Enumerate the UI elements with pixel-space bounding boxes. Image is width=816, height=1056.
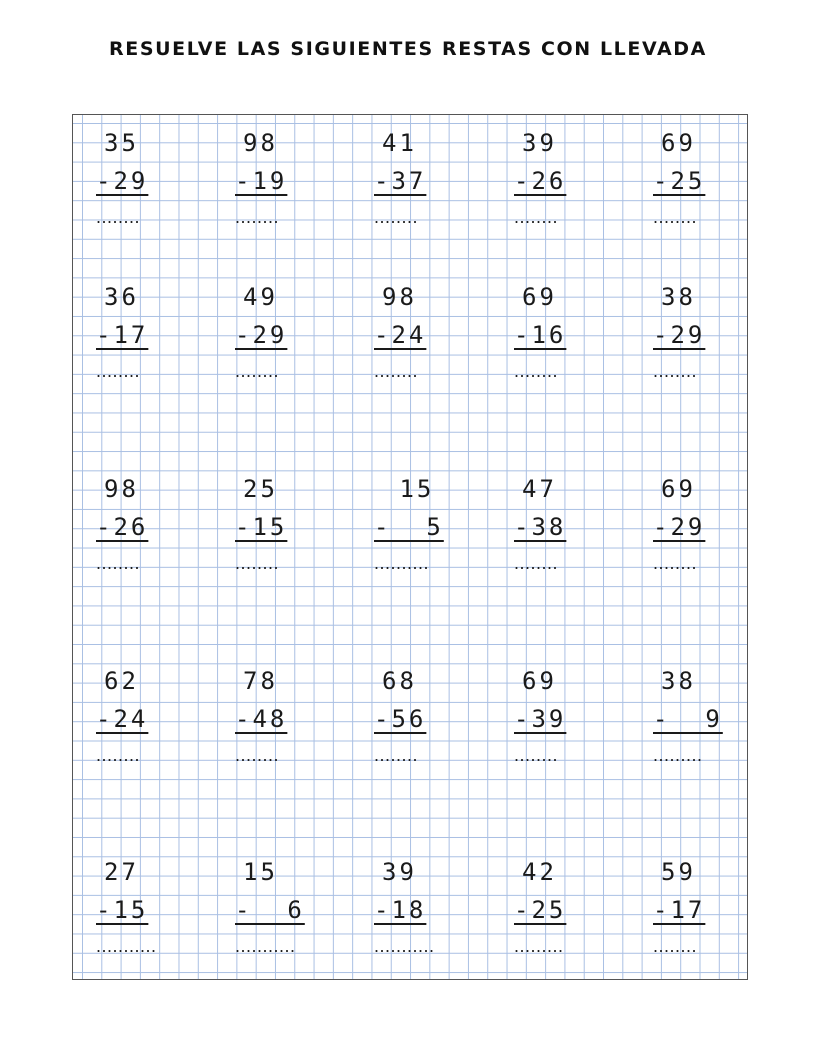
subtraction-problem <box>653 470 733 578</box>
subtraction-problem <box>514 662 594 770</box>
minuend: 41 <box>382 129 417 157</box>
subtraction-problem <box>235 470 315 578</box>
subtrahend: - 6 <box>235 896 305 924</box>
minuend: 39 <box>382 858 417 886</box>
minuend: 35 <box>104 129 139 157</box>
subtrahend: -56 <box>374 705 427 733</box>
subtrahend: -17 <box>96 321 149 349</box>
subtraction-problem <box>514 853 594 961</box>
subtrahend: -24 <box>96 705 149 733</box>
subtrahend: - 9 <box>653 705 723 733</box>
subtraction-problem <box>514 124 594 232</box>
subtrahend: -29 <box>96 167 149 195</box>
answer-blank[interactable]: ........ <box>514 553 559 573</box>
subtraction-problem <box>653 124 733 232</box>
answer-blank[interactable]: ........ <box>514 745 559 765</box>
answer-blank[interactable]: ........... <box>235 936 296 956</box>
answer-blank[interactable]: ........ <box>653 361 698 381</box>
subtraction-problem <box>374 124 454 232</box>
answer-blank[interactable]: ........ <box>96 553 141 573</box>
minuend: 49 <box>243 283 278 311</box>
minuend: 15 <box>243 858 278 886</box>
answer-blank[interactable]: ......... <box>514 936 564 956</box>
answer-blank[interactable]: ........... <box>96 936 157 956</box>
minuend: 98 <box>382 283 417 311</box>
minuend: 78 <box>243 667 278 695</box>
answer-blank[interactable]: ........ <box>96 361 141 381</box>
answer-blank[interactable]: ........ <box>374 745 419 765</box>
subtraction-problem <box>514 470 594 578</box>
subtraction-problem <box>514 278 594 386</box>
subtraction-problem <box>96 470 176 578</box>
subtrahend: -26 <box>96 513 149 541</box>
minuend: 62 <box>104 667 139 695</box>
subtrahend: -39 <box>514 705 567 733</box>
subtrahend: -24 <box>374 321 427 349</box>
answer-blank[interactable]: ........ <box>653 936 698 956</box>
subtrahend: -26 <box>514 167 567 195</box>
subtraction-problem <box>374 662 454 770</box>
minuend: 36 <box>104 283 139 311</box>
subtraction-problem <box>235 124 315 232</box>
subtrahend: -29 <box>653 513 706 541</box>
subtraction-problem <box>96 853 176 961</box>
minuend: 69 <box>522 667 557 695</box>
subtraction-problem <box>96 278 176 386</box>
minuend: 39 <box>522 129 557 157</box>
minuend: 47 <box>522 475 557 503</box>
minuend: 15 <box>382 475 435 503</box>
answer-blank[interactable]: ......... <box>653 745 703 765</box>
subtrahend: -15 <box>96 896 149 924</box>
answer-blank[interactable]: ........ <box>653 207 698 227</box>
answer-blank[interactable]: ........ <box>374 361 419 381</box>
subtrahend: -16 <box>514 321 567 349</box>
subtrahend: -29 <box>653 321 706 349</box>
minuend: 98 <box>104 475 139 503</box>
answer-blank[interactable]: ........ <box>514 361 559 381</box>
minuend: 98 <box>243 129 278 157</box>
subtraction-problem <box>96 124 176 232</box>
subtrahend: -38 <box>514 513 567 541</box>
minuend: 69 <box>661 475 696 503</box>
subtrahend: -17 <box>653 896 706 924</box>
minuend: 68 <box>382 667 417 695</box>
subtrahend: -37 <box>374 167 427 195</box>
subtrahend: -25 <box>653 167 706 195</box>
answer-blank[interactable]: ........ <box>374 207 419 227</box>
minuend: 38 <box>661 283 696 311</box>
subtrahend: -25 <box>514 896 567 924</box>
subtrahend: -29 <box>235 321 288 349</box>
subtrahend: -18 <box>374 896 427 924</box>
subtrahend: -19 <box>235 167 288 195</box>
minuend: 38 <box>661 667 696 695</box>
subtraction-problem <box>653 278 733 386</box>
answer-blank[interactable]: ........ <box>235 745 280 765</box>
subtrahend: -48 <box>235 705 288 733</box>
subtraction-problem <box>653 853 733 961</box>
subtraction-problem <box>653 662 733 770</box>
minuend: 42 <box>522 858 557 886</box>
worksheet-title: RESUELVE LAS SIGUIENTES RESTAS CON LLEVADA <box>109 38 707 60</box>
answer-blank[interactable]: ........ <box>96 745 141 765</box>
subtraction-problem <box>235 278 315 386</box>
subtrahend: - 5 <box>374 513 444 541</box>
answer-blank[interactable]: .......... <box>374 553 430 573</box>
minuend: 27 <box>104 858 139 886</box>
subtraction-problem <box>235 853 315 961</box>
subtraction-problem <box>96 662 176 770</box>
subtrahend: -15 <box>235 513 288 541</box>
subtraction-problem <box>374 853 454 961</box>
answer-blank[interactable]: ........ <box>653 553 698 573</box>
minuend: 59 <box>661 858 696 886</box>
minuend: 69 <box>661 129 696 157</box>
answer-blank[interactable]: ........ <box>514 207 559 227</box>
minuend: 25 <box>243 475 278 503</box>
answer-blank[interactable]: ........ <box>235 553 280 573</box>
answer-blank[interactable]: ........... <box>374 936 435 956</box>
subtraction-problem <box>235 662 315 770</box>
subtraction-problem <box>374 470 454 578</box>
answer-blank[interactable]: ........ <box>96 207 141 227</box>
answer-blank[interactable]: ........ <box>235 361 280 381</box>
subtraction-problem <box>374 278 454 386</box>
minuend: 69 <box>522 283 557 311</box>
answer-blank[interactable]: ........ <box>235 207 280 227</box>
